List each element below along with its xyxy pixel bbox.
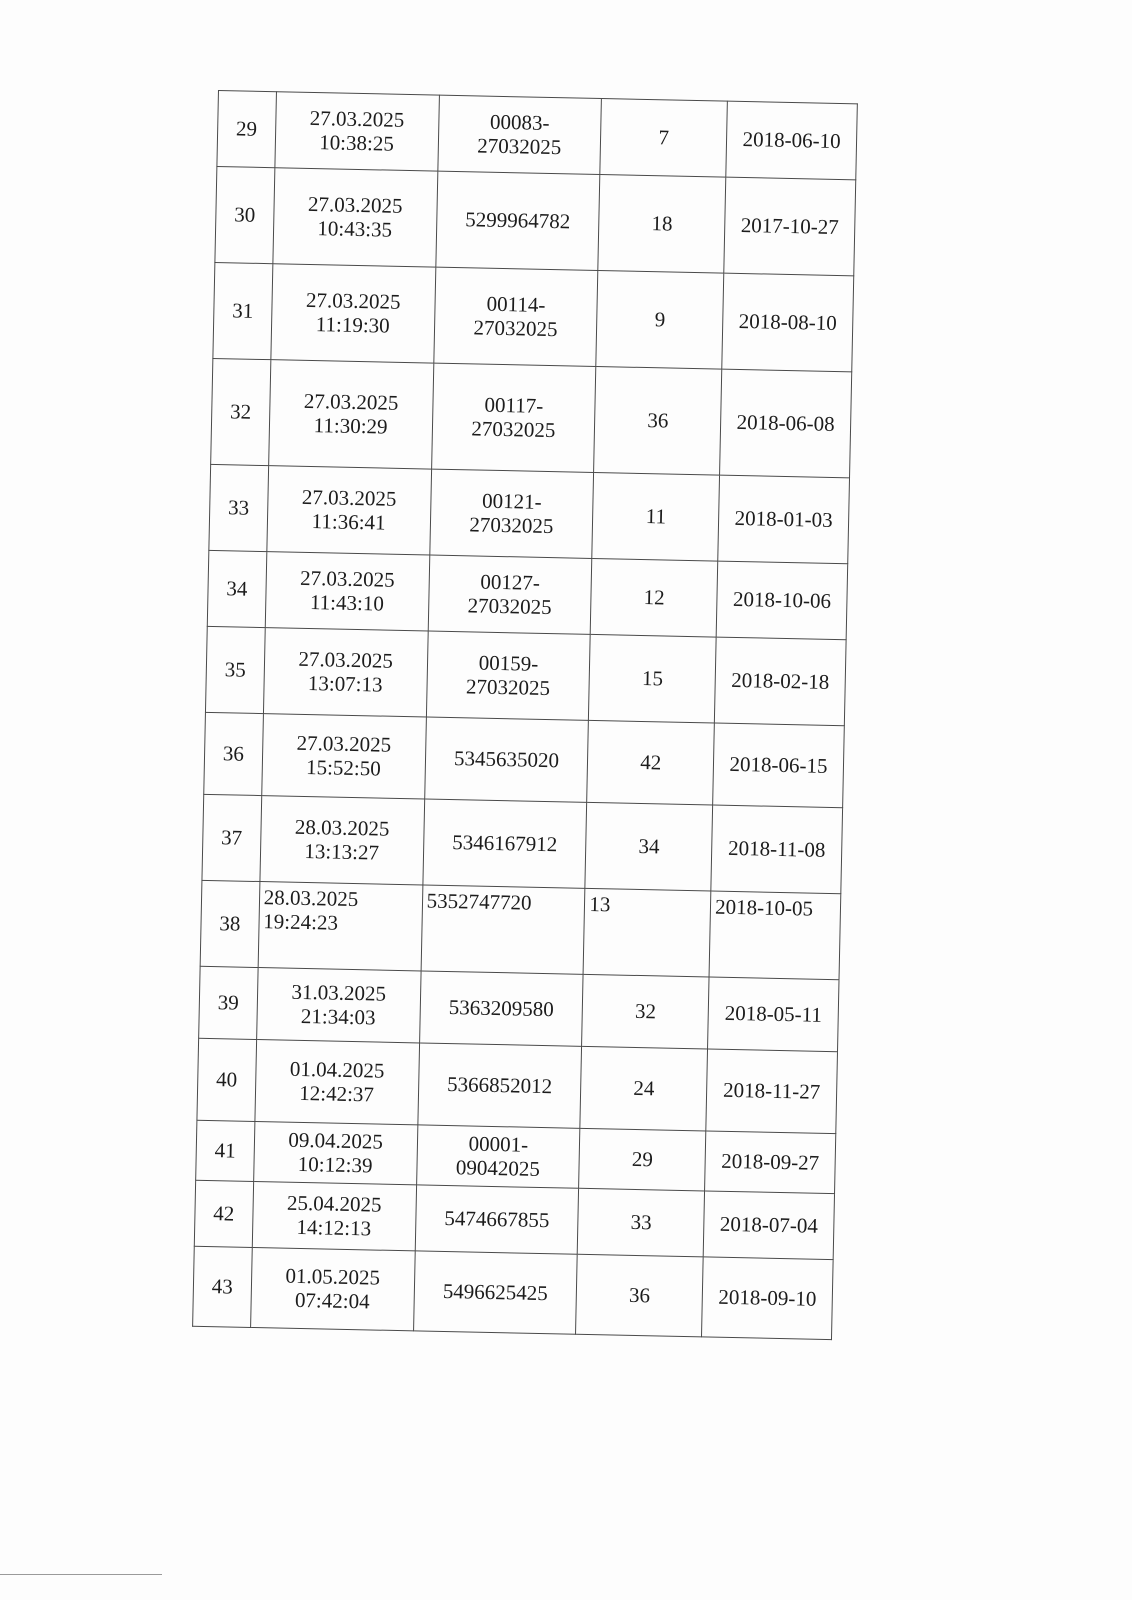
table-row <box>200 880 841 979</box>
datetime-cell: 27.03.2025 11:19:30 <box>271 264 436 363</box>
document-id-cell: 00121- 27032025 <box>429 469 594 558</box>
table-row <box>211 358 852 477</box>
datetime-cell: 09.04.2025 10:12:39 <box>253 1121 417 1184</box>
row-number-cell: 30 <box>215 166 275 263</box>
table-row <box>213 262 854 371</box>
quantity-cell: 13 <box>583 888 711 977</box>
datetime-cell: 27.03.2025 10:43:35 <box>273 168 438 267</box>
datetime-cell: 28.03.2025 13:13:27 <box>260 796 425 885</box>
quantity-cell: 32 <box>582 974 709 1049</box>
table-row <box>197 1038 838 1133</box>
scan-edge-line <box>0 1574 162 1575</box>
quantity-cell: 11 <box>592 472 720 561</box>
document-id-cell: 00114- 27032025 <box>433 267 598 366</box>
datetime-cell: 31.03.2025 21:34:03 <box>256 968 420 1043</box>
document-id-cell: 5346167912 <box>422 799 587 888</box>
datetime-cell: 01.04.2025 12:42:37 <box>255 1040 420 1125</box>
quantity-cell: 24 <box>580 1046 707 1131</box>
birth-date-cell: 2018-06-08 <box>720 369 852 478</box>
birth-date-cell: 2017-10-27 <box>724 177 856 276</box>
table-row <box>209 464 850 563</box>
table-row <box>207 550 847 639</box>
datetime-cell: 25.04.2025 14:12:13 <box>252 1181 416 1250</box>
datetime-cell: 27.03.2025 11:30:29 <box>268 360 433 469</box>
row-number-cell: 42 <box>194 1180 253 1247</box>
table-row <box>193 1246 834 1339</box>
document-id-cell: 5352747720 <box>421 885 586 974</box>
table-row <box>215 166 856 275</box>
birth-date-cell: 2018-08-10 <box>722 273 854 372</box>
document-id-cell: 00001- 09042025 <box>416 1125 580 1188</box>
row-number-cell: 41 <box>196 1120 255 1181</box>
row-number-cell: 36 <box>204 712 263 795</box>
quantity-cell: 29 <box>579 1128 706 1191</box>
row-number-cell: 38 <box>200 880 259 967</box>
row-number-cell: 40 <box>197 1038 256 1121</box>
birth-date-cell: 2018-11-27 <box>706 1049 838 1134</box>
records-table <box>192 90 858 1340</box>
birth-date-cell: 2018-11-08 <box>711 805 843 894</box>
quantity-cell: 36 <box>594 366 722 475</box>
row-number-cell: 34 <box>207 550 266 627</box>
document-id-cell: 5474667855 <box>415 1185 579 1254</box>
table-row <box>204 712 845 807</box>
birth-date-cell: 2018-10-06 <box>716 561 847 640</box>
datetime-cell: 27.03.2025 11:43:10 <box>265 552 429 631</box>
birth-date-cell: 2018-01-03 <box>718 475 850 564</box>
datetime-cell: 27.03.2025 10:38:25 <box>275 92 439 171</box>
quantity-cell: 36 <box>576 1254 703 1337</box>
quantity-cell: 12 <box>591 558 718 637</box>
table-row <box>199 966 839 1051</box>
quantity-cell: 42 <box>587 720 714 805</box>
birth-date-cell: 2018-05-11 <box>708 977 839 1052</box>
document-id-cell: 00117- 27032025 <box>431 363 596 472</box>
quantity-cell: 34 <box>585 802 713 891</box>
document-id-cell: 00083- 27032025 <box>437 95 601 174</box>
datetime-cell: 27.03.2025 11:36:41 <box>267 466 432 555</box>
datetime-cell: 27.03.2025 15:52:50 <box>261 714 426 799</box>
quantity-cell: 15 <box>589 634 717 723</box>
quantity-cell: 9 <box>596 271 724 370</box>
quantity-cell: 33 <box>578 1188 705 1257</box>
row-number-cell: 39 <box>199 966 258 1039</box>
document-id-cell: 5299964782 <box>435 171 600 270</box>
birth-date-cell: 2018-06-15 <box>713 723 845 808</box>
table-row <box>217 91 857 180</box>
datetime-cell: 27.03.2025 13:07:13 <box>263 628 428 717</box>
birth-date-cell: 2018-07-04 <box>703 1191 834 1260</box>
row-number-cell: 35 <box>205 626 264 713</box>
row-number-cell: 31 <box>213 262 273 359</box>
document-id-cell: 5496625425 <box>413 1251 577 1334</box>
document-id-cell: 00159- 27032025 <box>426 631 591 720</box>
records-table-body <box>193 91 858 1340</box>
table-row <box>205 626 846 725</box>
row-number-cell: 29 <box>217 91 276 168</box>
datetime-cell: 28.03.2025 19:24:23 <box>258 882 423 971</box>
row-number-cell: 43 <box>193 1246 252 1327</box>
row-number-cell: 37 <box>202 794 261 881</box>
birth-date-cell: 2018-09-27 <box>705 1131 836 1194</box>
document-id-cell: 5363209580 <box>419 971 583 1046</box>
datetime-cell: 01.05.2025 07:42:04 <box>250 1247 414 1330</box>
document-id-cell: 00127- 27032025 <box>428 555 592 634</box>
birth-date-cell: 2018-06-10 <box>726 101 857 180</box>
document-id-cell: 5345635020 <box>424 717 589 802</box>
table-row <box>202 794 843 893</box>
birth-date-cell: 2018-10-05 <box>709 891 841 980</box>
document-id-cell: 5366852012 <box>417 1043 582 1128</box>
birth-date-cell: 2018-09-10 <box>702 1257 834 1340</box>
birth-date-cell: 2018-02-18 <box>714 637 846 726</box>
quantity-cell: 7 <box>600 99 727 178</box>
quantity-cell: 18 <box>598 175 726 274</box>
row-number-cell: 33 <box>209 464 268 551</box>
row-number-cell: 32 <box>211 358 271 465</box>
